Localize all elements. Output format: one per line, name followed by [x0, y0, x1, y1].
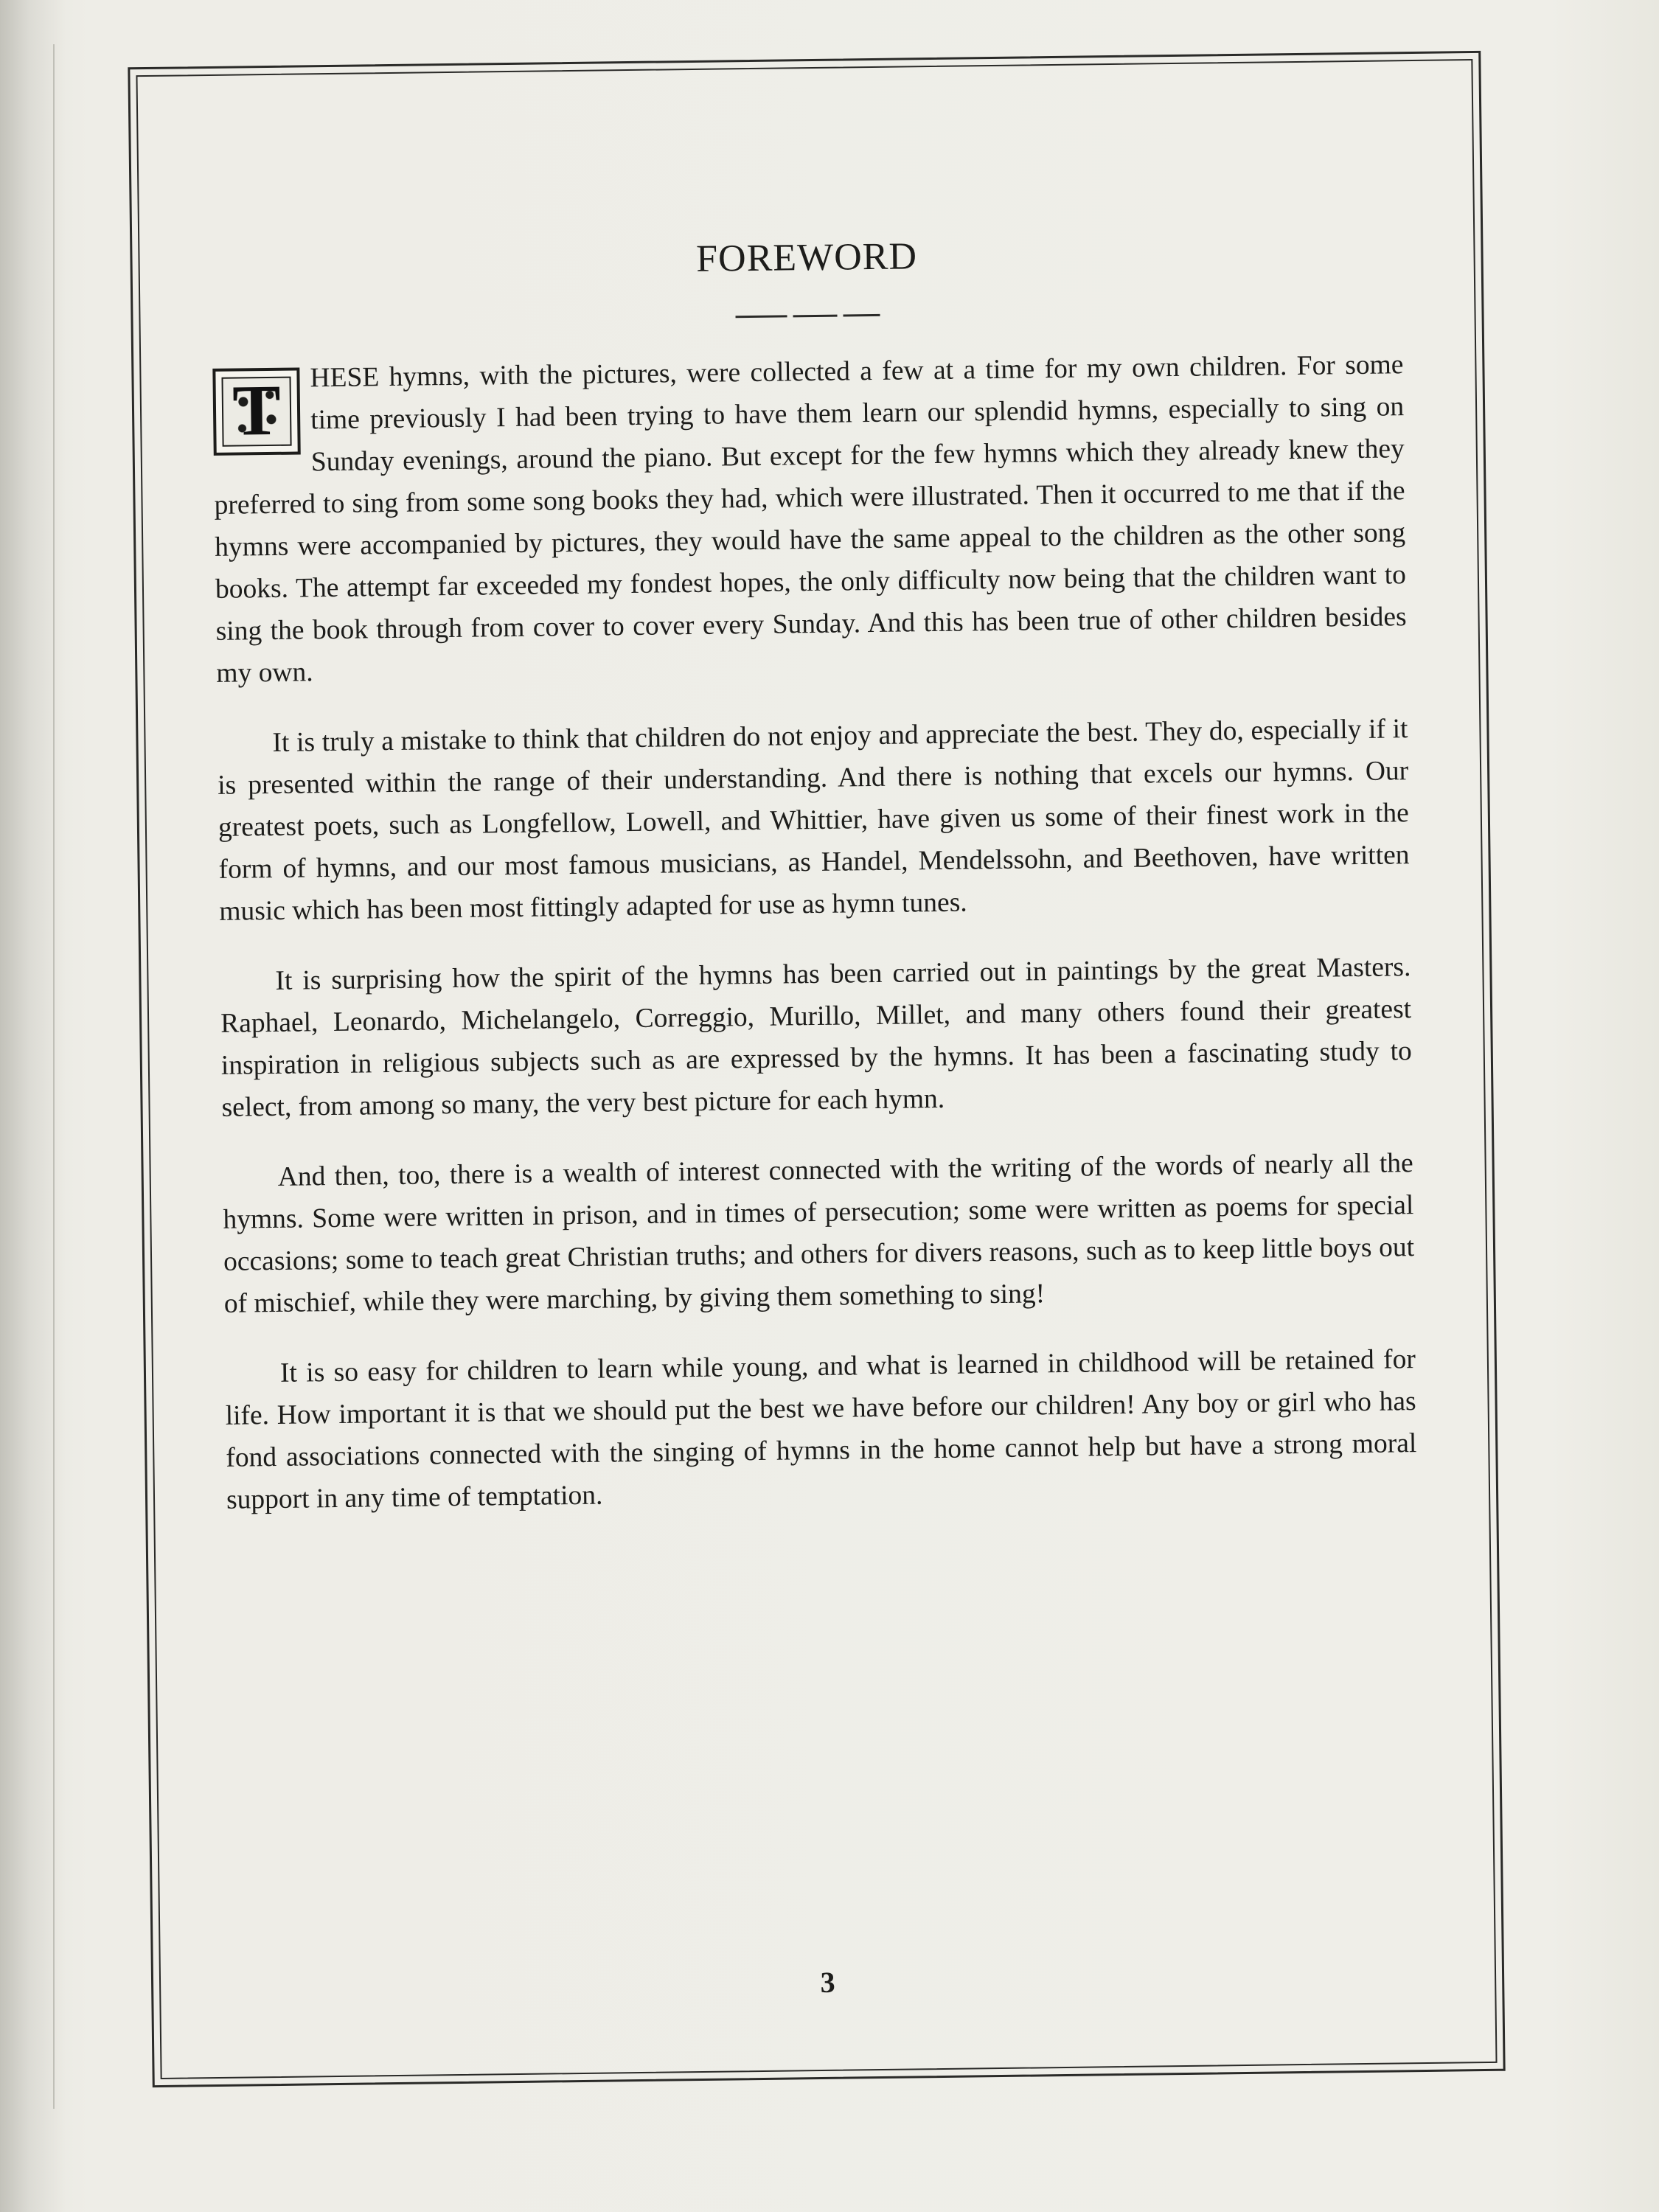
paragraph-3: It is surprising how the spirit of the hymns has been carried out in paintings by the great Masters. Raphael, Leonardo, Michelangelo, Correggio, Murillo, Millet, and many others found their greatest inspiration in religious subjects such as are expressed by the hymns. It has been a fascinating study to select, from among so many, the very best picture for each hymn. [220, 952, 1413, 1123]
page-number: 3 [820, 1965, 835, 2000]
decorative-dropcap [212, 367, 300, 455]
gutter-shadow [0, 0, 66, 2212]
page-title: FOREWORD [695, 235, 918, 280]
book-page [128, 51, 1505, 2087]
paragraph-1 [212, 344, 1407, 695]
rule-segment [843, 314, 880, 317]
rule-segment [793, 315, 837, 318]
page-content [211, 229, 1423, 1998]
gutter-line [53, 44, 55, 2109]
dropcap-letter: T [232, 370, 282, 451]
paragraph-5: It is so easy for children to learn while young, and what is learned in childhood will be retained for life. How important it is that we should put the best we have before our children! Any boy or girl who has fond associations connected with the singing of hymns in the home cannot help but have a strong moral support in any time of temptation. [225, 1344, 1417, 1515]
rule-segment [735, 315, 787, 318]
title-ornamental-rule [212, 307, 1403, 324]
paragraph-2: It is truly a mistake to think that children do not enjoy and appreciate the best. They do, especially if it is presented within the range of their understanding. And there is nothing that excels our hymns. Our greatest poets, such as Longfellow, Lowell, and Whittier, have given us some of their finest work in the form of hymns, and our most famous musicians, as Handel, Mendelssohn, and Beethoven, have written music which has been most fittingly adapted for use as hymn tunes. [217, 714, 1410, 927]
paragraph-4: And then, too, there is a wealth of interest connected with the writing of the words of nearly all the hymns. Some were written in prison, and in times of persecution; some were written as poems for special occasions; some to teach great Christian truths; and others for divers reasons, such as to keep little boys out of mischief, while they were marching, by giving them something to sing! [223, 1148, 1415, 1319]
paragraph-1-text: HESE hymns, with the pictures, were collected a few at a time for my own children. For some time previously I had been trying to have them learn our splendid hymns, especially to sing on Sunday evenings, around the piano. But except for the few hymns which they already knew they preferred to sing from some song books they had, which were illustrated. Then it occurred to me that if the hymns were accompanied by pictures, they would have the same appeal to the children as the other song books. The attempt far exceeded my fondest hopes, the only difficulty now being that the children want to sing the book through from cover to cover every Sunday. And this has been true of other children besides my own. [214, 349, 1407, 689]
